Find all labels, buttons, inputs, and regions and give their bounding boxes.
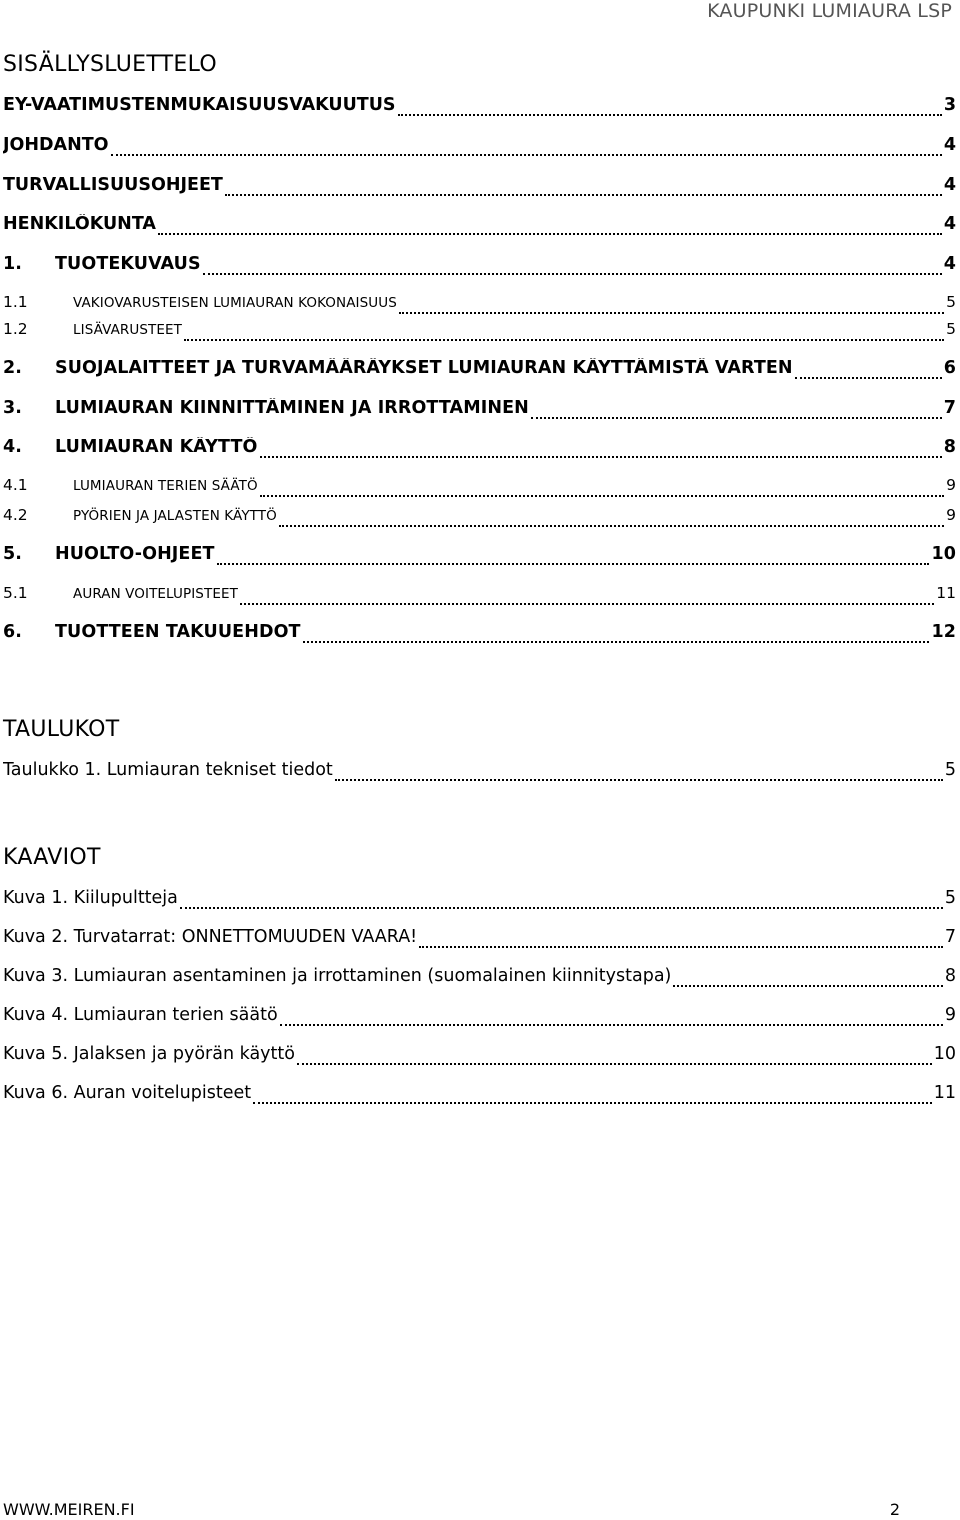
toc-entry-title: SUOJALAITTEET JA TURVAMÄÄRÄYKSET LUMIAURAN KÄYTTÄMISTÄ VARTEN [55, 358, 793, 378]
toc-entry-number: 5. [3, 544, 23, 564]
tables-heading: TAULUKOT [3, 717, 120, 742]
figure-entry-page: 5 [944, 888, 956, 908]
toc-entry-page: 11 [936, 584, 956, 602]
toc-entry[interactable] [3, 214, 956, 240]
toc-entry-leader-dots [795, 377, 942, 379]
figure-entry-leader-dots [297, 1063, 932, 1065]
figure-entry-page: 7 [944, 927, 956, 947]
toc-entry-title: HUOLTO-OHJEET [55, 544, 215, 564]
toc-entry-title: EY-VAATIMUSTENMUKAISUUSVAKUUTUS [3, 95, 396, 115]
figure-entry-leader-dots [280, 1024, 943, 1026]
toc-entry[interactable] [3, 622, 956, 648]
toc-entry-page: 6 [943, 358, 956, 378]
footer-page-number: 2 [889, 1500, 900, 1519]
toc-entry-page: 7 [943, 398, 956, 418]
table-entry-title: Taulukko 1. Lumiauran tekniset tiedot [3, 760, 333, 780]
toc-entry-leader-dots [203, 273, 942, 275]
toc-entry-title: HENKILÖKUNTA [3, 214, 156, 234]
toc-entry-number: 3. [3, 398, 23, 418]
figure-entry-title: Kuva 4. Lumiauran terien säätö [3, 1005, 278, 1025]
toc-entry-page: 4 [943, 214, 956, 234]
toc-entry[interactable] [3, 398, 956, 424]
toc-entry[interactable] [3, 437, 956, 463]
toc-entry-number: 1.2 [3, 320, 28, 338]
figure-entry-title: Kuva 5. Jalaksen ja pyörän käyttö [3, 1044, 295, 1064]
table-entry-leader-dots [335, 779, 943, 781]
toc-entry[interactable] [3, 254, 956, 280]
toc-entry-number: 4.2 [3, 506, 28, 524]
toc-entry-leader-dots [111, 154, 942, 156]
toc-entry-leader-dots [398, 114, 942, 116]
toc-entry-page: 5 [946, 320, 956, 338]
toc-entry-page: 3 [943, 95, 956, 115]
toc-entry-title: PYÖRIEN JA JALASTEN KÄYTTÖ [73, 508, 277, 524]
toc-entry[interactable] [3, 135, 956, 161]
toc-entry-number: 1. [3, 254, 23, 274]
figure-entry[interactable] [3, 1083, 956, 1109]
toc-entry-page: 4 [943, 135, 956, 155]
toc-entry-leader-dots [303, 641, 930, 643]
toc-entry-page: 10 [931, 544, 956, 564]
toc-entry-leader-dots [399, 312, 944, 314]
toc-entry-title: JOHDANTO [3, 135, 109, 155]
toc-entry-title: TURVALLISUUSOHJEET [3, 175, 223, 195]
toc-entry-page: 12 [931, 622, 956, 642]
figure-entry-leader-dots [673, 985, 942, 987]
toc-entry-number: 4.1 [3, 476, 28, 494]
toc-entry-page: 4 [943, 175, 956, 195]
figure-entry[interactable] [3, 966, 956, 992]
toc-entry-title: AURAN VOITELUPISTEET [73, 586, 238, 602]
toc-entry-number: 6. [3, 622, 23, 642]
figure-entry[interactable] [3, 888, 956, 914]
figure-entry-title: Kuva 6. Auran voitelupisteet [3, 1083, 252, 1103]
toc-entry[interactable] [3, 95, 956, 121]
toc-entry-page: 4 [943, 254, 956, 274]
figure-entry-page: 9 [944, 1005, 956, 1025]
toc-entry[interactable] [3, 476, 956, 502]
toc-entry-leader-dots [158, 233, 942, 235]
figure-entry-leader-dots [180, 907, 943, 909]
toc-entry[interactable] [3, 584, 956, 610]
toc-entry-title: TUOTTEEN TAKUUEHDOT [55, 622, 301, 642]
figure-entry-page: 11 [933, 1083, 956, 1103]
toc-entry-number: 5.1 [3, 584, 28, 602]
toc-entry-leader-dots [531, 417, 942, 419]
toc-entry-page: 9 [946, 476, 956, 494]
toc-entry-title: LUMIAURAN KIINNITTÄMINEN JA IRROTTAMINEN [55, 398, 529, 418]
toc-entry-number: 4. [3, 437, 23, 457]
toc-entry[interactable] [3, 293, 956, 319]
toc-entry[interactable] [3, 175, 956, 201]
figure-entry-page: 8 [944, 966, 956, 986]
figures-heading: KAAVIOT [3, 845, 101, 870]
toc-entry-page: 8 [943, 437, 956, 457]
toc-entry[interactable] [3, 544, 956, 570]
toc-entry[interactable] [3, 506, 956, 532]
toc-entry[interactable] [3, 320, 956, 346]
toc-entry-leader-dots [260, 456, 942, 458]
toc-entry[interactable] [3, 358, 956, 384]
toc-entry-leader-dots [184, 339, 944, 341]
figure-entry[interactable] [3, 1044, 956, 1070]
toc-entry-number: 2. [3, 358, 23, 378]
figure-entry-page: 10 [933, 1044, 956, 1064]
figure-entry-title: Kuva 3. Lumiauran asentaminen ja irrottaminen (suomalainen kiinnitystapa) [3, 966, 672, 986]
toc-entry-title: TUOTEKUVAUS [55, 254, 201, 274]
toc-entry-title: LUMIAURAN KÄYTTÖ [55, 437, 258, 457]
toc-entry-leader-dots [225, 194, 942, 196]
figure-entry[interactable] [3, 1005, 956, 1031]
table-entry[interactable] [3, 760, 956, 786]
toc-entry-title: VAKIOVARUSTEISEN LUMIAURAN KOKONAISUUS [73, 295, 397, 311]
document-header: KAUPUNKI LUMIAURA LSP [707, 0, 952, 22]
toc-entry-leader-dots [260, 495, 944, 497]
toc-entry-leader-dots [279, 525, 944, 527]
toc-entry-page: 5 [946, 293, 956, 311]
figure-entry-title: Kuva 2. Turvatarrat: ONNETTOMUUDEN VAARA! [3, 927, 418, 947]
toc-entry-number: 1.1 [3, 293, 28, 311]
footer-website[interactable]: WWW.MEIREN.FI [3, 1500, 135, 1519]
figure-entry-title: Kuva 1. Kiilupultteja [3, 888, 178, 908]
toc-heading: SISÄLLYSLUETTELO [3, 52, 218, 77]
toc-entry-title: LUMIAURAN TERIEN SÄÄTÖ [73, 478, 258, 494]
table-entry-page: 5 [944, 760, 956, 780]
toc-entry-page: 9 [946, 506, 956, 524]
toc-entry-title: LISÄVARUSTEET [73, 322, 182, 338]
figure-entry-leader-dots [253, 1102, 932, 1104]
figure-entry-leader-dots [419, 946, 943, 948]
toc-entry-leader-dots [240, 603, 934, 605]
toc-entry-leader-dots [217, 563, 930, 565]
figure-entry[interactable] [3, 927, 956, 953]
